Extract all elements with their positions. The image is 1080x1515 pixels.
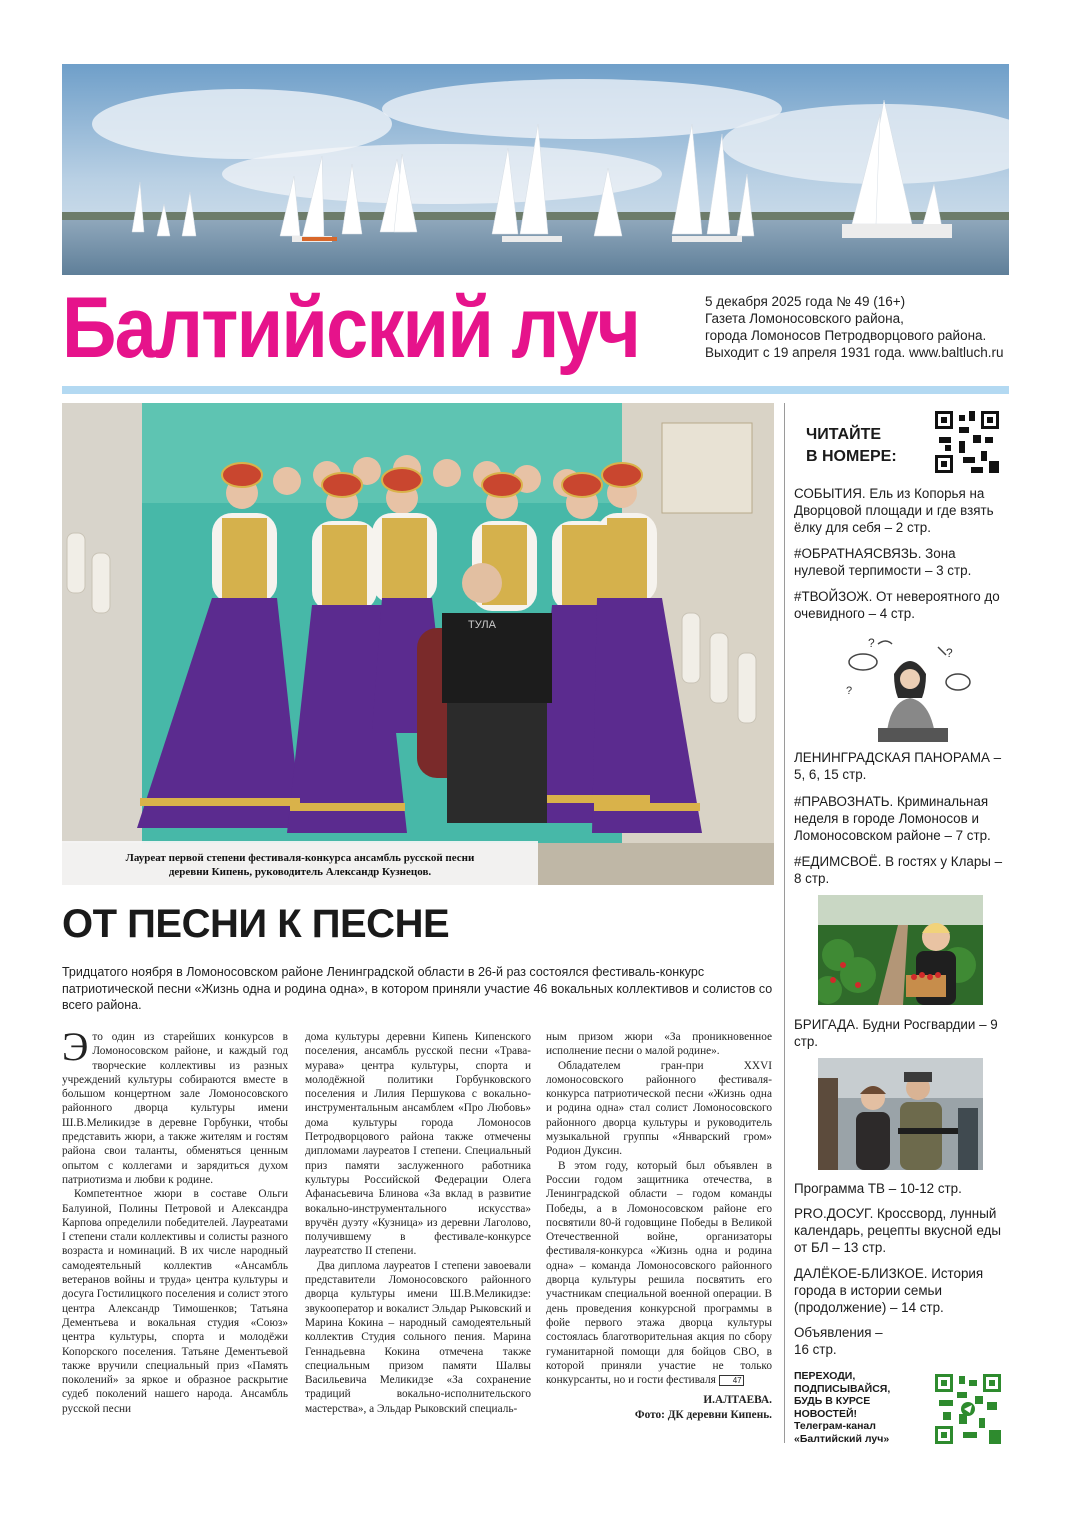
article-paragraph: В этом году, который был объявлен в России годом защитника отечества, в Ленинградской области – годом команды Победы, а в Ломоносовском районе его посвятили 80-й годовщине Победы в Великой Отечественной войне, организаторы фестиваля-конкурса «Жизнь одна и родина одна» – команда Ломоносовского районного дворца культуры решила посвятить его участникам специальной военной операции. В день проведения конкурсной программы в фойе первого этажа дворца культуры состоялась благотворительная акция по сбору гуманитарной помощи для бойцов СВО, в которой приняли участие не только конкурсанты, но и гости фестиваля 47 xyxy=(546,1159,772,1387)
sidebar-item-panorama: ЛЕНИНГРАДСКАЯ ПАНОРАМА – 5, 6, 15 стр. xyxy=(794,750,1002,782)
caption-line-1: Лауреат первой степени фестиваля-конкурса ансамбль русской песни xyxy=(125,852,475,864)
masthead-info xyxy=(705,293,1004,361)
article-column-3 xyxy=(546,1030,772,1422)
article-lead: Тридцатого ноября в Ломоносовском районе Ленинградской области в 26-й раз состоялся фестиваль-конкурс патриотической песни «Жизнь одна и родина одна», в котором приняли участие 46 вокальных коллективов и солистов со всего района. xyxy=(62,965,773,1012)
article-column-2 xyxy=(305,1030,531,1416)
sidebar-item-history: ДАЛЁКОЕ-БЛИЗКОЕ. История города в истории семьи (продолжение) – 14 стр. xyxy=(794,1266,984,1315)
sidebar-divider xyxy=(784,403,785,1443)
article-paragraph: ным призом жюри «За проникновенное исполнение песни о малой родине». xyxy=(546,1031,772,1058)
telegram-subscribe-promo: ПЕРЕХОДИ, ПОДПИСЫВАЙСЯ, БУДЬ В КУРСЕ НОВОСТЕЙ! Телеграм-канал «Балтийский луч» xyxy=(794,1370,891,1445)
sidebar-item-food: #ЕДИМСВОЁ. В гостях у Клары – 8 стр. xyxy=(794,854,1003,886)
svg-text:?: ? xyxy=(946,646,953,660)
sidebar-item-feedback: #ОБРАТНАЯСВЯЗЬ. Зона нулевой терпимости – 3 стр. xyxy=(794,546,972,578)
article-author: И.АЛТАЕВА. xyxy=(703,1394,772,1407)
article-paragraph: Обладателем гран-при XXVI ломоносовского районного фестиваля-конкурса патриотической песни «Жизнь одна и родина одна» стал солист Ломоносовского районного дворца культуры и руководитель музыкальной группы «Январский гром» Родион Дуксин. xyxy=(546,1059,772,1158)
publisher-line-2: города Ломоносов Петродворцового района. xyxy=(705,328,987,343)
illustration-thinking-woman xyxy=(838,632,978,742)
masthead-divider xyxy=(62,386,1009,394)
sidebar-item-ads: Объявления – 16 стр. xyxy=(794,1325,883,1357)
banner-photo-sailboats xyxy=(62,64,1009,275)
sidebar-item-tv: Программа ТВ – 10-12 стр. xyxy=(794,1181,962,1196)
sidebar-item-crime: #ПРАВОЗНАТЬ. Криминальная неделя в городе Ломоносов и Ломоносовском районе – 7 стр. xyxy=(794,794,991,843)
masthead-title: Балтийский луч xyxy=(62,280,640,376)
publisher-line-1: Газета Ломоносовского района, xyxy=(705,311,904,326)
article-paragraph: Компетентное жюри в составе Ольги Балуиной, Полины Петровой и Александра Карпова определили победителей. Лауреатами I степени стали коллективы и солисты разного возраста и номинаций. В их числе народный самодеятельный коллектив «Ансамбль ветеранов войны и труда» центра культуры и досуга Гостилицкого поселения и солист этого центра Александр Тимошенков; Татьяна Дементьева и вокальная студия «Союз» центра культуры, спорта и молодёжи Копорского поселения. Татьяне Дементьевой также вручили специальный приз «Память поколений» за яркое и образное раскрытие судеб поколений нашего народа. Ансамбль русской песни xyxy=(62,1188,288,1415)
sidebar-item-leisure: PRO.ДОСУГ. Кроссворд, лунный календарь, рецепты вкусной еды от БЛ – 13 стр. xyxy=(794,1206,1001,1255)
article-column-1 xyxy=(62,1024,288,1416)
accordion-label: ТУЛА xyxy=(468,619,496,631)
photo-woman-strawberries xyxy=(818,895,983,1005)
issue-date-line: 5 декабря 2025 года № 49 (16+) xyxy=(705,294,906,309)
founded-website-line: Выходит с 19 апреля 1931 года. www.baltluch.ru xyxy=(705,345,1004,360)
photo-credit: Фото: ДК деревни Кипень. xyxy=(634,1408,772,1421)
svg-text:?: ? xyxy=(846,685,853,697)
sidebar-item-rosgvardia: БРИГАДА. Будни Росгвардии – 9 стр. xyxy=(794,1017,998,1049)
dropcap: Э xyxy=(62,1024,89,1069)
sidebar-item-health: #ТВОЙЗОЖ. От невероятного до очевидного – 4 стр. xyxy=(794,589,1000,621)
svg-text:?: ? xyxy=(868,636,875,650)
article-paragraph: дома культуры деревни Кипень Кипенского поселения, ансамбль русской песни «Трава-мурава» центра культуры, спорта и молодёжной политики Горбунковского поселения и Лилия Першукова с вокально-инструментальным ансамблем «Про Любовь» дома культуры города Ломоносов Петродворцового района также отмечены дипломами лауреатов I степени. Специальный приз памяти заслуженного работника культуры Российской Федерации Олега Афанасьевича Блинова «За вклад в развитие вокально-инструментального искусства» вручён дуэту «Кузница» из деревни Лаголово, получившему в фестивале-конкурсе лауреатство II степени. xyxy=(305,1031,531,1258)
main-photo-ensemble xyxy=(62,403,774,885)
article-paragraph: Это один из старейших конкурсов в Ломоносовском районе, и каждый год творческие коллективы из разных учреждений культуры собираются вместе в большом концертном зале Ломоносовского районного дворца культуры имени Ш.В.Меликидзе в деревне Горбунки, чтобы представить жюри, а также жителям и гостям района свои таланты, обменяться ценным опытом с коллегами и зарядиться духом патриотизма и любви к родине. xyxy=(62,1024,288,1186)
qr-code-icon[interactable] xyxy=(935,411,999,473)
photo-rosgvardia xyxy=(818,1058,983,1170)
caption-line-2: деревни Кипень, руководитель Александр Кузнецов. xyxy=(168,866,432,878)
article-paragraph: Два диплома лауреатов I степени завоевали представители Ломоносовского районного дворца культуры имени Ш.В.Меликидзе: звукооператор и вокалист Эльдар Рыковский и Марина Кокина – народный самодеятельный коллектив Студия сольного пения. Марина Геннадьевна Кокина отмечена также специальным призом памяти Шалвы Васильевича Меликидзе «За сохранение традиций вокально-исполнительского мастерства», а Эльдар Рыковский специаль- xyxy=(305,1259,531,1415)
sidebar-item-events: СОБЫТИЯ. Ель из Копорья на Дворцовой площади и где взять ёлку для себя – 2 стр. xyxy=(794,486,994,535)
page-reference: 47 xyxy=(719,1375,744,1386)
article-headline: ОТ ПЕСНИ К ПЕСНЕ xyxy=(62,902,450,946)
photo-caption xyxy=(62,841,538,885)
sidebar-heading: ЧИТАЙТЕ В НОМЕРЕ: xyxy=(806,426,897,465)
telegram-qr-code-icon[interactable] xyxy=(935,1374,1001,1444)
